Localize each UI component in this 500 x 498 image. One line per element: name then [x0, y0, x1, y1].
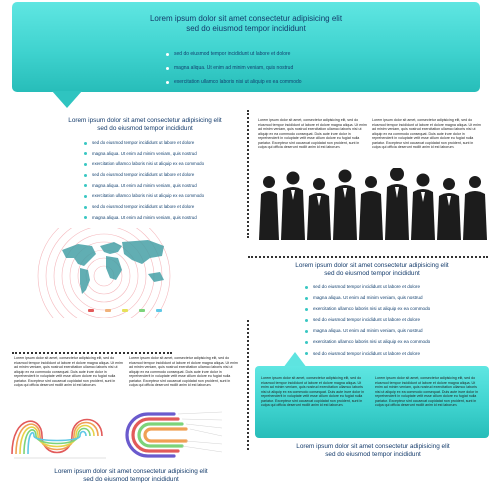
- world-map-icon: [62, 240, 164, 294]
- list-item: [84, 183, 204, 189]
- wave-infographic: [10, 408, 110, 464]
- top-banner-title: [12, 14, 480, 34]
- paragraph-body: sed do eiusmod tempor incididunt ut labore et dolore magna aliqua. Ut enim ad minim veniam, quis nostrud exercitation ullamco laboris nisi ut aliquip ex ea commodo consequat. Duis aute irure dolor in reprehenderit in voluptate velit esse cillum dolore eu fugiat nulla pariatur. Excepteur sint occaecat cupidatat non proident, sunt in culpa qui officia deserunt mollit anim id est laborum.: [261, 376, 365, 407]
- bullet-icon: [305, 341, 308, 344]
- arc-pointer-lines: [178, 412, 222, 452]
- divider-horizontal-left: [12, 352, 172, 354]
- list-item: [305, 339, 430, 345]
- bullet-text: magna aliqua. Ut enim ad minim veniam, quis nostrud: [92, 182, 197, 188]
- paragraph-block: [129, 356, 239, 402]
- bullet-text: magna aliqua. Ut enim ad minim veniam, quis nostrud: [92, 214, 197, 220]
- bullet-text: sed do eiusmod tempor incididunt ut labore et dolore: [313, 317, 420, 323]
- bottom-right-title-line2: sed do eiusmod tempor incididunt: [325, 451, 421, 458]
- bullet-text: exercitation ullamco laboris nisi ut aliquip ex ea commodo: [174, 79, 302, 85]
- top-banner-title-line2: sed do eiusmod tempor incididunt: [186, 24, 306, 33]
- bottom-right-title: [262, 443, 484, 459]
- paragraph-body: sed do eiusmod tempor incididunt ut labore et dolore magna aliqua. Ut enim ad minim veniam, quis nostrud exercitation ullamco laboris nisi ut aliquip ex ea commodo consequat. Duis aute irure dolor in reprehenderit in voluptate velit esse cillum dolore eu fugiat nulla pariatur. Excepteur sint occaecat cupidatat non proident, sunt in culpa qui officia deserunt mollit anim id est laborum.: [14, 356, 123, 387]
- paragraph-heading: Lorem ipsum dolor sit amet, consectetur adipisicing elit,: [375, 376, 464, 380]
- bullet-icon: [166, 53, 169, 56]
- list-item: [305, 317, 430, 323]
- list-item: [84, 140, 204, 146]
- bullet-text: magna aliqua. Ut enim ad minim veniam, quis nostrud: [313, 328, 423, 334]
- bottom-right-title-line1: Lorem ipsum dolor sit amet consectetur adipisicing elit: [296, 443, 450, 450]
- list-item: [166, 51, 302, 57]
- divider-horizontal-right: [248, 256, 488, 258]
- bullet-icon: [84, 216, 87, 219]
- bullet-text: exercitation ullamco laboris nisi ut aliquip ex ea commodo: [313, 306, 431, 312]
- bullet-text: magna aliqua. Ut enim ad minim veniam, quis nostrud: [174, 65, 294, 71]
- bullet-icon: [305, 308, 308, 311]
- bullet-icon: [305, 297, 308, 300]
- wave-lines: [12, 420, 102, 455]
- people-silhouettes: [259, 168, 487, 240]
- banner-tail-icon: [52, 91, 82, 109]
- left-title-line2: sed do eiusmod tempor incididunt: [97, 125, 193, 132]
- list-item: [305, 295, 430, 301]
- left-title-line1: Lorem ipsum dolor sit amet consectetur adipisicing elit: [68, 117, 222, 124]
- bullet-text: sed do eiusmod tempor incididunt ut labore et dolore: [92, 204, 195, 210]
- bullet-text: exercitation ullamco laboris nisi ut aliquip ex ea commodo: [313, 339, 431, 345]
- bullet-icon: [305, 330, 308, 333]
- bullet-text: sed do eiusmod tempor incididunt ut labore et dolore: [174, 51, 291, 57]
- paragraph-body: sed do eiusmod tempor incididunt ut labore et dolore magna aliqua. Ut enim ad minim veniam, quis nostrud exercitation ullamco laboris nisi ut aliquip ex ea commodo consequat. Duis aute irure dolor in reprehenderit in voluptate velit esse cillum dolore eu fugiat nulla pariatur. Excepteur sint occaecat cupidatat non proident, sunt in culpa qui officia deserunt mollit anim id est laborum.: [372, 118, 481, 149]
- legend-item: [105, 309, 113, 312]
- paragraph-block: [375, 376, 481, 426]
- bullet-text: sed do eiusmod tempor incididunt ut labore et dolore: [313, 350, 420, 356]
- arc-bars: [127, 414, 186, 456]
- paragraph-block: [372, 118, 482, 164]
- left-section-title: [60, 117, 230, 133]
- divider-vertical-top: [247, 110, 249, 238]
- list-item: [84, 151, 204, 157]
- business-team-illustration: [257, 168, 491, 240]
- bullet-icon: [166, 81, 169, 84]
- list-item: [305, 351, 430, 357]
- bottom-left-title-line1: Lorem ipsum dolor sit amet consectetur adipisicing elit: [54, 468, 208, 475]
- right-section-bullets: [305, 284, 430, 357]
- bullet-text: magna aliqua. Ut enim ad minim veniam, quis nostrud: [92, 150, 197, 156]
- paragraph-heading: Lorem ipsum dolor sit amet, consectetur adipisicing elit,: [14, 356, 103, 360]
- paragraph-body: sed do eiusmod tempor incididunt ut labore et dolore magna aliqua. Ut enim ad minim veniam, quis nostrud exercitation ullamco laboris nisi ut aliquip ex ea commodo consequat. Duis aute irure dolor in reprehenderit in voluptate velit esse cillum dolore eu fugiat nulla pariatur. Excepteur sint occaecat cupidatat non proident, sunt in culpa qui officia deserunt mollit anim id est laborum.: [375, 376, 479, 407]
- map-legend: [88, 309, 164, 312]
- paragraph-block: [14, 356, 124, 402]
- bullet-text: sed do eiusmod tempor incididunt ut labore et dolore: [313, 284, 420, 289]
- list-item: [166, 65, 302, 71]
- list-item: [166, 79, 302, 85]
- top-banner: [12, 2, 480, 92]
- bullet-icon: [84, 163, 87, 166]
- bullet-text: magna aliqua. Ut enim ad minim veniam, quis nostrud: [313, 295, 423, 301]
- paragraph-heading: Lorem ipsum dolor sit amet, consectetur adipisicing elit,: [372, 118, 461, 122]
- list-item: [305, 328, 430, 334]
- legend-item: [88, 309, 96, 312]
- paragraph-block: [261, 376, 367, 426]
- bottom-left-title-line2: sed do eiusmod tempor incididunt: [83, 476, 179, 483]
- bullet-icon: [84, 142, 87, 145]
- bullet-icon: [305, 319, 308, 322]
- right-title-line1: Lorem ipsum dolor sit amet consectetur adipisicing elit: [295, 262, 449, 269]
- bottom-left-title: [18, 468, 244, 484]
- bullet-text: exercitation ullamco laboris nisi ut aliquip ex ea commodo: [92, 193, 205, 199]
- list-item: [84, 193, 204, 199]
- list-item: [84, 161, 204, 167]
- bullet-icon: [84, 184, 87, 187]
- bullet-icon: [84, 206, 87, 209]
- top-banner-title-line1: Lorem ipsum dolor sit amet consectetur adipisicing elit: [149, 14, 343, 23]
- world-map-radar: [18, 228, 240, 318]
- divider-vertical-bottom: [247, 320, 249, 450]
- left-section-bullets: [84, 140, 204, 221]
- paragraph-body: sed do eiusmod tempor incididunt ut labore et dolore magna aliqua. Ut enim ad minim veniam, quis nostrud exercitation ullamco laboris nisi ut aliquip ex ea commodo consequat. Duis aute irure dolor in reprehenderit in voluptate velit esse cillum dolore eu fugiat nulla pariatur. Excepteur sint occaecat cupidatat non proident, sunt in culpa qui officia deserunt mollit anim id est laborum.: [258, 118, 367, 149]
- bullet-text: exercitation ullamco laboris nisi ut aliquip ex ea commodo: [92, 161, 205, 167]
- list-item: [84, 172, 204, 178]
- list-item: [84, 204, 204, 210]
- paragraph-heading: Lorem ipsum dolor sit amet, consectetur adipisicing elit,: [258, 118, 347, 122]
- arc-bars-infographic: [118, 406, 242, 464]
- paragraph-heading: Lorem ipsum dolor sit amet, consectetur adipisicing elit,: [261, 376, 350, 380]
- list-item: [305, 306, 430, 312]
- paragraph-block: [258, 118, 368, 164]
- bullet-text: sed do eiusmod tempor incididunt ut labore et dolore: [92, 140, 195, 145]
- list-item: [84, 215, 204, 221]
- list-item: [305, 284, 430, 290]
- bullet-icon: [84, 174, 87, 177]
- legend-item: [156, 309, 164, 312]
- bullet-icon: [166, 67, 169, 70]
- right-section-title: [272, 262, 472, 278]
- top-banner-bullets: [166, 51, 302, 85]
- paragraph-body: sed do eiusmod tempor incididunt ut labore et dolore magna aliqua. Ut enim ad minim veniam, quis nostrud exercitation ullamco laboris nisi ut aliquip ex ea commodo consequat. Duis aute irure dolor in reprehenderit in voluptate velit esse cillum dolore eu fugiat nulla pariatur. Excepteur sint occaecat cupidatat non proident, sunt in culpa qui officia deserunt mollit anim id est laborum.: [129, 356, 238, 387]
- bullet-text: sed do eiusmod tempor incididunt ut labore et dolore: [92, 172, 195, 178]
- bottom-right-box: [255, 366, 489, 438]
- bullet-icon: [84, 195, 87, 198]
- paragraph-heading: Lorem ipsum dolor sit amet, consectetur adipisicing elit,: [129, 356, 218, 360]
- legend-item: [139, 309, 147, 312]
- bullet-icon: [84, 152, 87, 155]
- bullet-icon: [305, 286, 308, 289]
- legend-item: [122, 309, 130, 312]
- right-title-line2: sed do eiusmod tempor incididunt: [324, 270, 420, 277]
